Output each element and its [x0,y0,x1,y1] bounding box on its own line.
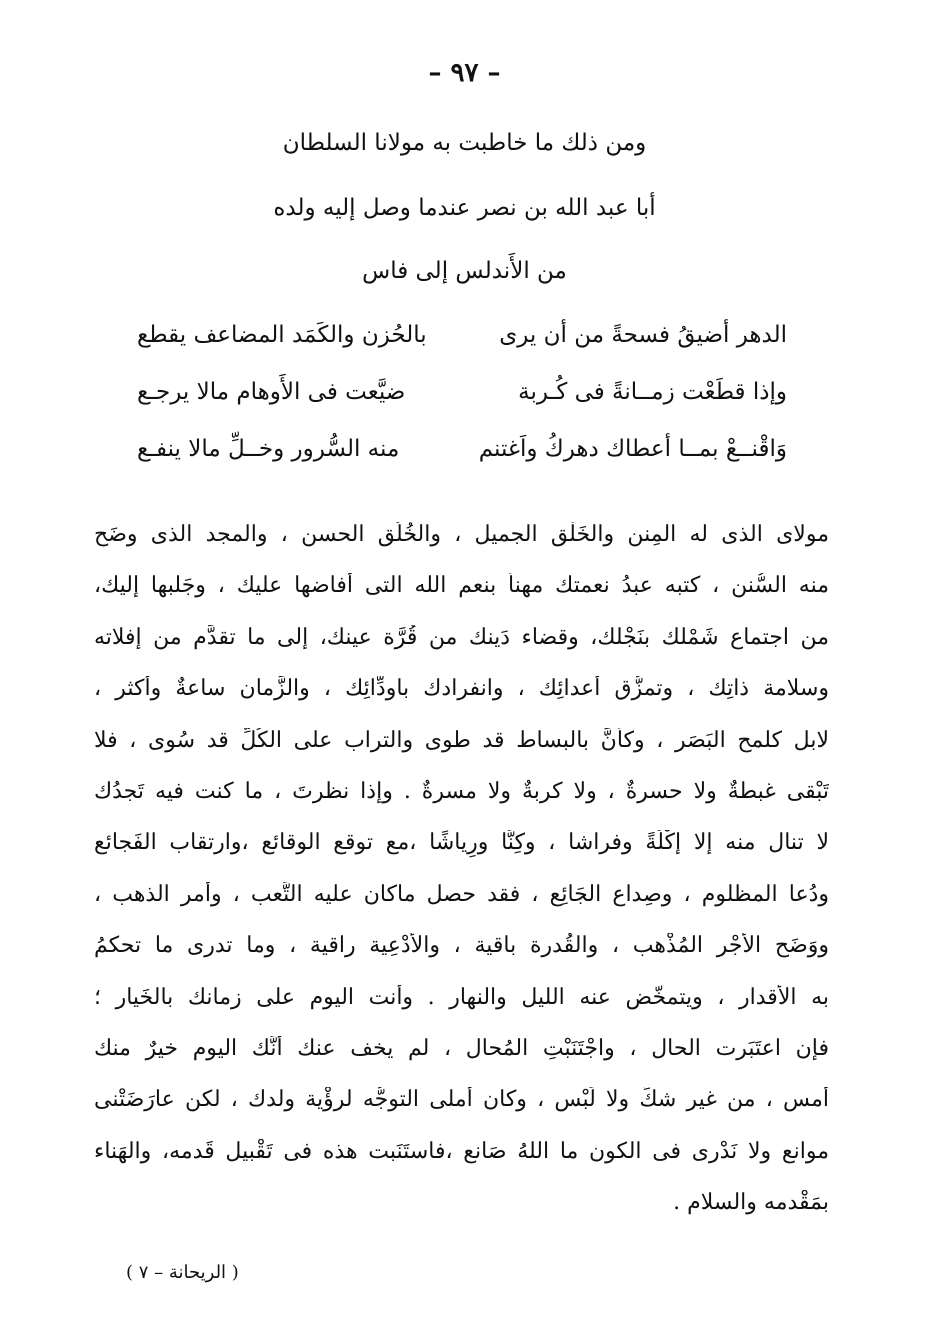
prose-line: منه السُّنن ، كتبه عبدُ نعمتك مهنأً بنعم الله التى أفاضها عليك ، وجَلبها إليك، [94,573,829,599]
poem [137,322,787,493]
verse-second-hemistich: ضيَّعت فى الأَوهام مالا يرجـع [137,379,406,405]
prose-line: أمس ، من غير شكٍّ ولا لَبْس ، وكان أملى التوجُّه لرؤْية ولدك ، لكن عارَضَتْنى [94,1087,829,1113]
prose-line: بمَقْدمه والسلام . [673,1190,829,1216]
prose-line: لا تنال منه إلا إكْلَةً وفراشا ، وكِنًّا ورِياشًا ،مع توقع الوقائع ،وارتقاب الفَجائع [94,830,829,856]
prose-line: ووَضَح الأَجْر المُذْهب ، والقُدرة باقية ، والأَدْعِية راقية ، وما تدرى ما تحكمُ [94,933,829,959]
verse-first-hemistich: وإذا قطَعْت زمــانةً فى كُـربة [518,379,787,405]
poem-verse [137,379,787,436]
prose-line: لابل كلمح البَصَر ، وكأنَّ بالبساط قد طوى والتراب على الكُلِّ قد سُوى ، فلا [94,727,829,753]
prose-line: فإن اعتَبَرت الحال ، واجْتَنَبْتِ المُحال ، لم يخف عنك أنَّك اليوم خيرٌ منك [94,1035,829,1061]
heading-line-1: ومن ذلك ما خاطبت به مولانا السلطان [282,130,647,156]
verse-first-hemistich: وَاقْنــعْ بمــا أعطاك دهركُ واَغتنم [478,436,787,462]
prose-line: وسلامة ذاتِك ، وتمزُّق أعدائِك ، وانفرادك باودِّائِك ، والزَّمان ساعةٌ وأكثر ، [94,676,829,702]
prose-paragraph [94,522,829,1241]
prose-line: مولاى الذى له المِنن والخَلْق الجميل ، والخُلُق الحسن ، والمجد الذى وضَح [94,522,829,547]
prose-line: من اجتماع شَمْلك بنَجْلك، وقضاء دَينك من قُرَّة عينك، إلى ما تقدَّم من إفلاته [94,624,829,650]
page-number: – ٩٧ – [428,58,501,88]
heading-line-3: من الأَندلس إلى فاس [362,258,567,284]
prose-line: ودُعا المظلوم ، وصِداع الجَائِع ، فقد حصل ماكان عليه التَّعب ، وأمر الذهب ، [94,881,829,907]
verse-second-hemistich: منه السُّرور وخــلِّ مالا ينفـع [137,436,400,462]
heading-line-2: أبا عبد الله بن نصر عندما وصل إليه ولده [273,195,656,221]
poem-verse [137,322,787,379]
poem-verse [137,436,787,493]
prose-line: تَبْقى غبطةٌ ولا حسرةٌ ، ولا كربةٌ ولا مسرةٌ . وإذا نظرتَ ، ما كنت فيه تَجدُك [94,778,829,804]
verse-second-hemistich: بالحُزن والكَمَد المضاعف يقطع [137,322,427,348]
signature-mark: ( الريحانة – ٧ ) [126,1262,239,1283]
verse-first-hemistich: الدهر أضيقُ فسحةً من أن يرى [499,322,787,348]
prose-line: موانع ولا نَدْرى فى الكون ما اللهُ صَانع ،فاستَنَبت هذه فى تَقْبيل قَدمه، والهَناء [94,1138,829,1164]
prose-line: به الأَقدار ، ويتمخَّض عنه الليل والنهار . وأنت اليوم على زمانك بالخَيار ؛ [94,984,829,1010]
